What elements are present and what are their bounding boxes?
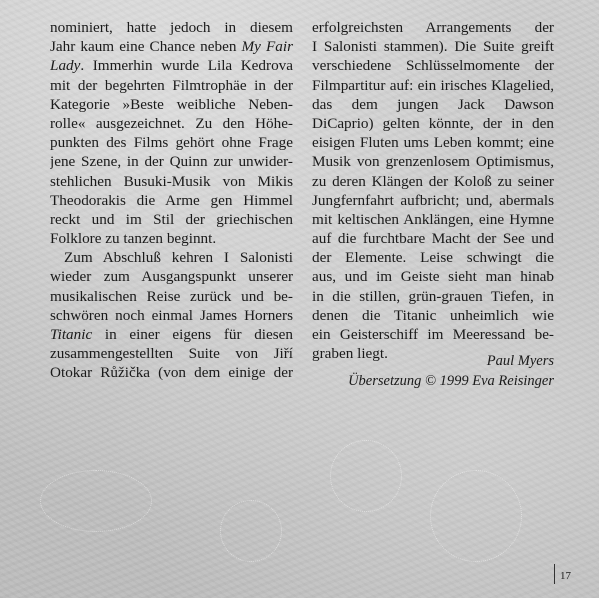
text-line: verschiedene Schlüsselmomente der bbox=[312, 57, 554, 75]
text-line: mit keltischen Anklängen, eine Hymne bbox=[312, 210, 554, 228]
text-line: Musik von grenzenlosem Optimismus, bbox=[312, 153, 554, 171]
film-title-italic: Lady bbox=[50, 57, 81, 75]
left-text-column bbox=[50, 18, 293, 383]
background-ornament bbox=[330, 440, 402, 512]
text-line: auf die furchtbare Macht der See und bbox=[312, 230, 554, 248]
text-line: rolle« ausgezeichnet. Zu den Höhe- bbox=[50, 114, 293, 132]
text-line: Filmpartitur auf: ein irisches Klagelied, bbox=[312, 76, 554, 94]
background-ornament bbox=[430, 470, 522, 562]
text-line: Jungfernfahrt aufbricht; und, abermals bbox=[312, 191, 554, 209]
text-line: das dem jungen Jack Dawson bbox=[312, 95, 554, 113]
text-line: erfolgreichsten Arrangements der bbox=[312, 19, 554, 36]
text-line: reckt und im Stil der griechischen bbox=[50, 210, 293, 228]
translation-credit: Übersetzung © 1999 Eva Reisinger bbox=[348, 373, 554, 389]
text-line: Zum Abschluß kehren I Salonisti bbox=[64, 249, 293, 267]
text-line: musikalischen Reise zurück und be- bbox=[50, 287, 293, 305]
text-line: der Elemente. Leise schwingt die bbox=[312, 249, 554, 267]
text-line: nominiert, hatte jedoch in diesem bbox=[50, 19, 293, 36]
background-ornament bbox=[40, 470, 152, 532]
text-line: denen die Titanic unheimlich wie bbox=[312, 306, 554, 324]
text-line: Theodorakis die Arme gen Himmel bbox=[50, 191, 293, 209]
text-line: zusammengestellten Suite von Jiří bbox=[50, 345, 293, 363]
text-line: schwören noch einmal James Horners bbox=[50, 306, 293, 324]
film-title-italic: My Fair bbox=[241, 38, 293, 56]
text-line bbox=[50, 325, 293, 344]
text-line: punkten des Films gehört ohne Frage bbox=[50, 134, 293, 152]
text-line: ein Geisterschiff im Meeressand be- bbox=[312, 326, 554, 343]
text-line: I Salonisti stammen). Die Suite greift bbox=[312, 38, 554, 56]
text-line bbox=[50, 56, 293, 75]
text-line: eisigen Fluten ums Leben kommt; eine bbox=[312, 134, 554, 152]
text-line: jene Szene, in der Quinn zur unwider- bbox=[50, 153, 293, 171]
text-line: Kategorie »Beste weibliche Neben- bbox=[50, 95, 293, 113]
text-line: graben liegt. bbox=[312, 345, 388, 363]
text-segment: . Immerhin wurde Lila Kedrova bbox=[80, 57, 293, 75]
text-line: DiCaprio) gelten könnte, der in den bbox=[312, 114, 554, 132]
text-segment: in einer eigens für diesen bbox=[104, 326, 293, 343]
text-line: aus, und im Geiste sieht man hinab bbox=[312, 268, 554, 286]
film-title-italic: Titanic bbox=[50, 326, 93, 343]
text-line bbox=[50, 37, 293, 56]
text-line: wieder zum Ausgangspunkt unserer bbox=[50, 268, 293, 286]
text-segment: Jahr kaum eine Chance neben bbox=[50, 38, 242, 56]
right-text-column bbox=[312, 18, 554, 363]
text-line: mit der begehrten Filmtrophäe in der bbox=[50, 76, 293, 94]
background-ornament bbox=[220, 500, 282, 562]
author-signature: Paul Myers bbox=[486, 353, 554, 369]
text-line: Otokar Růžička (von dem einige der bbox=[50, 364, 293, 382]
text-line: in die stillen, grün-grauen Tiefen, in bbox=[312, 287, 554, 305]
text-line: zu deren Klängen der Koloß zu seiner bbox=[312, 172, 554, 190]
text-line: stehlichen Busuki-Musik von Mikis bbox=[50, 172, 293, 190]
text-line: Folklore zu tanzen beginnt. bbox=[50, 230, 217, 248]
page-number: 17 bbox=[554, 564, 571, 584]
